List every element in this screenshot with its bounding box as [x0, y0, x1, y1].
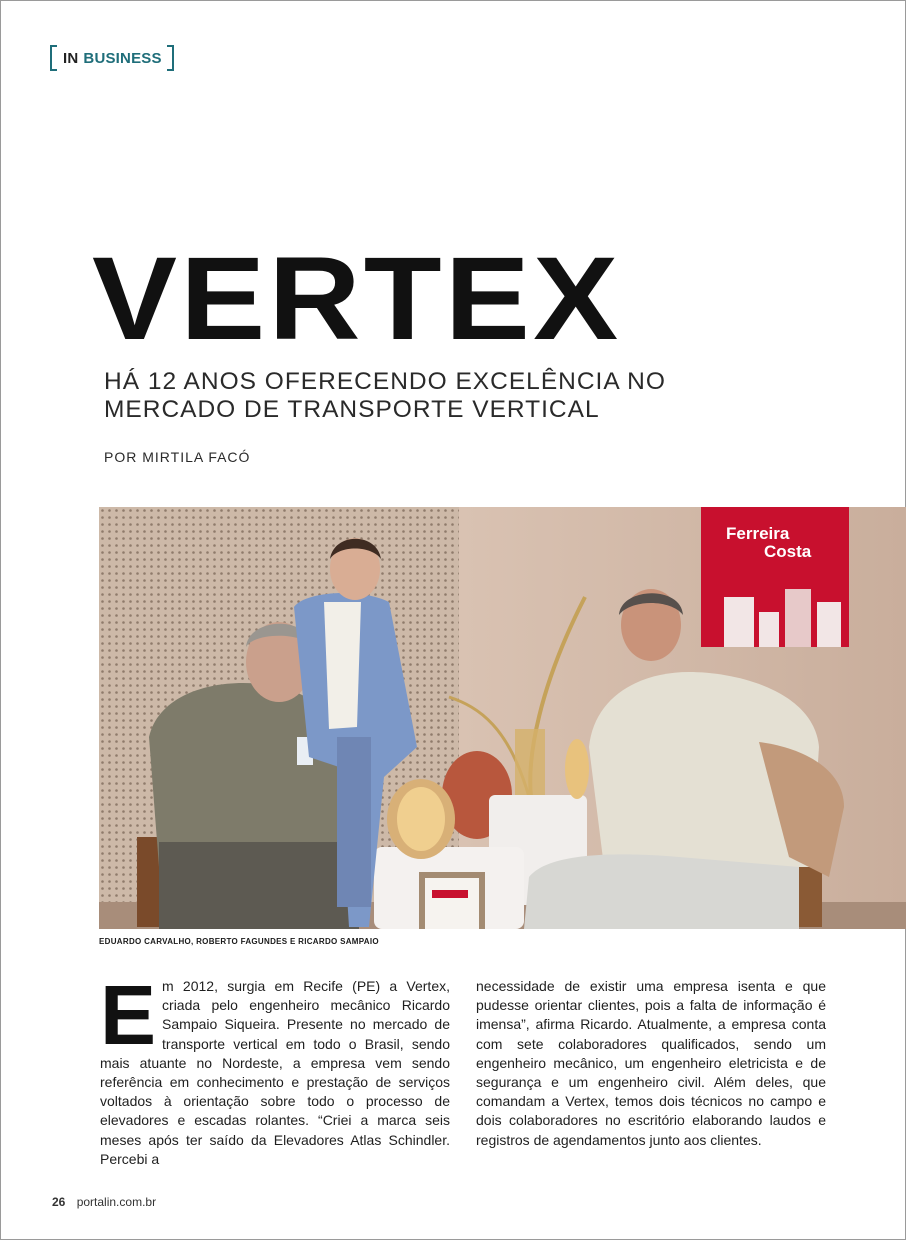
bracket-right [167, 45, 174, 71]
byline: POR MIRTILA FACÓ [104, 449, 251, 465]
sign-line-2: Costa [764, 542, 812, 561]
photo-illustration [99, 507, 906, 929]
drop-cap: E [100, 968, 157, 1062]
ferreira-costa-sign [701, 507, 849, 647]
body-column-1-text: m 2012, surgia em Recife (PE) a Vertex, criada pelo engenheiro mecânico Ricardo Sampaio Siqueira. Presente no mercado de transporte vertical em todo o Brasil, sendo mais atuante no Nordeste, a empresa vem sendo referência em conhecimento e prestação de serviços voltados à orientação sobre todo o processo de elevadores e escadas rolantes. “Criei a marca seis meses após ter saído da Elevadores Atlas Schindler. Percebi a [100, 978, 450, 1167]
subtitle-line-1: HÁ 12 ANOS OFERECENDO EXCELÊNCIA NO [104, 368, 666, 395]
body-column-1 [100, 968, 450, 1169]
section-tag [50, 46, 174, 70]
subtitle-line-2: MERCADO DE TRANSPORTE VERTICAL [104, 396, 600, 423]
sign-line-1: Ferreira [726, 524, 790, 543]
article-title: VERTEX [92, 233, 622, 365]
section-tag-in: IN [63, 49, 79, 67]
section-tag-label: BUSINESS [83, 49, 162, 67]
page-footer [52, 1195, 156, 1209]
article-photo [99, 507, 906, 929]
body-column-2: necessidade de existir uma empresa isenta e que pudesse orientar clientes, pois a falta de informação é imensa”, afirma Ricardo. Atualmente, a empresa conta com sete colaboradores qualificados, sendo um engenheiro mecânico, um engenheiro eletricista e de segurança e um engenheiro civil. Além deles, que comandam a Vertex, temos dois técnicos no campo e dois colaboradores no escritório elaborando laudos e registros de agendamentos junto aos clientes. [476, 978, 826, 1148]
photo-caption: EDUARDO CARVALHO, ROBERTO FAGUNDES E RICARDO SAMPAIO [99, 937, 379, 946]
bracket-left [50, 45, 57, 71]
page-number: 26 [52, 1195, 66, 1209]
footer-site[interactable]: portalin.com.br [76, 1195, 157, 1209]
article-subtitle [104, 368, 666, 424]
